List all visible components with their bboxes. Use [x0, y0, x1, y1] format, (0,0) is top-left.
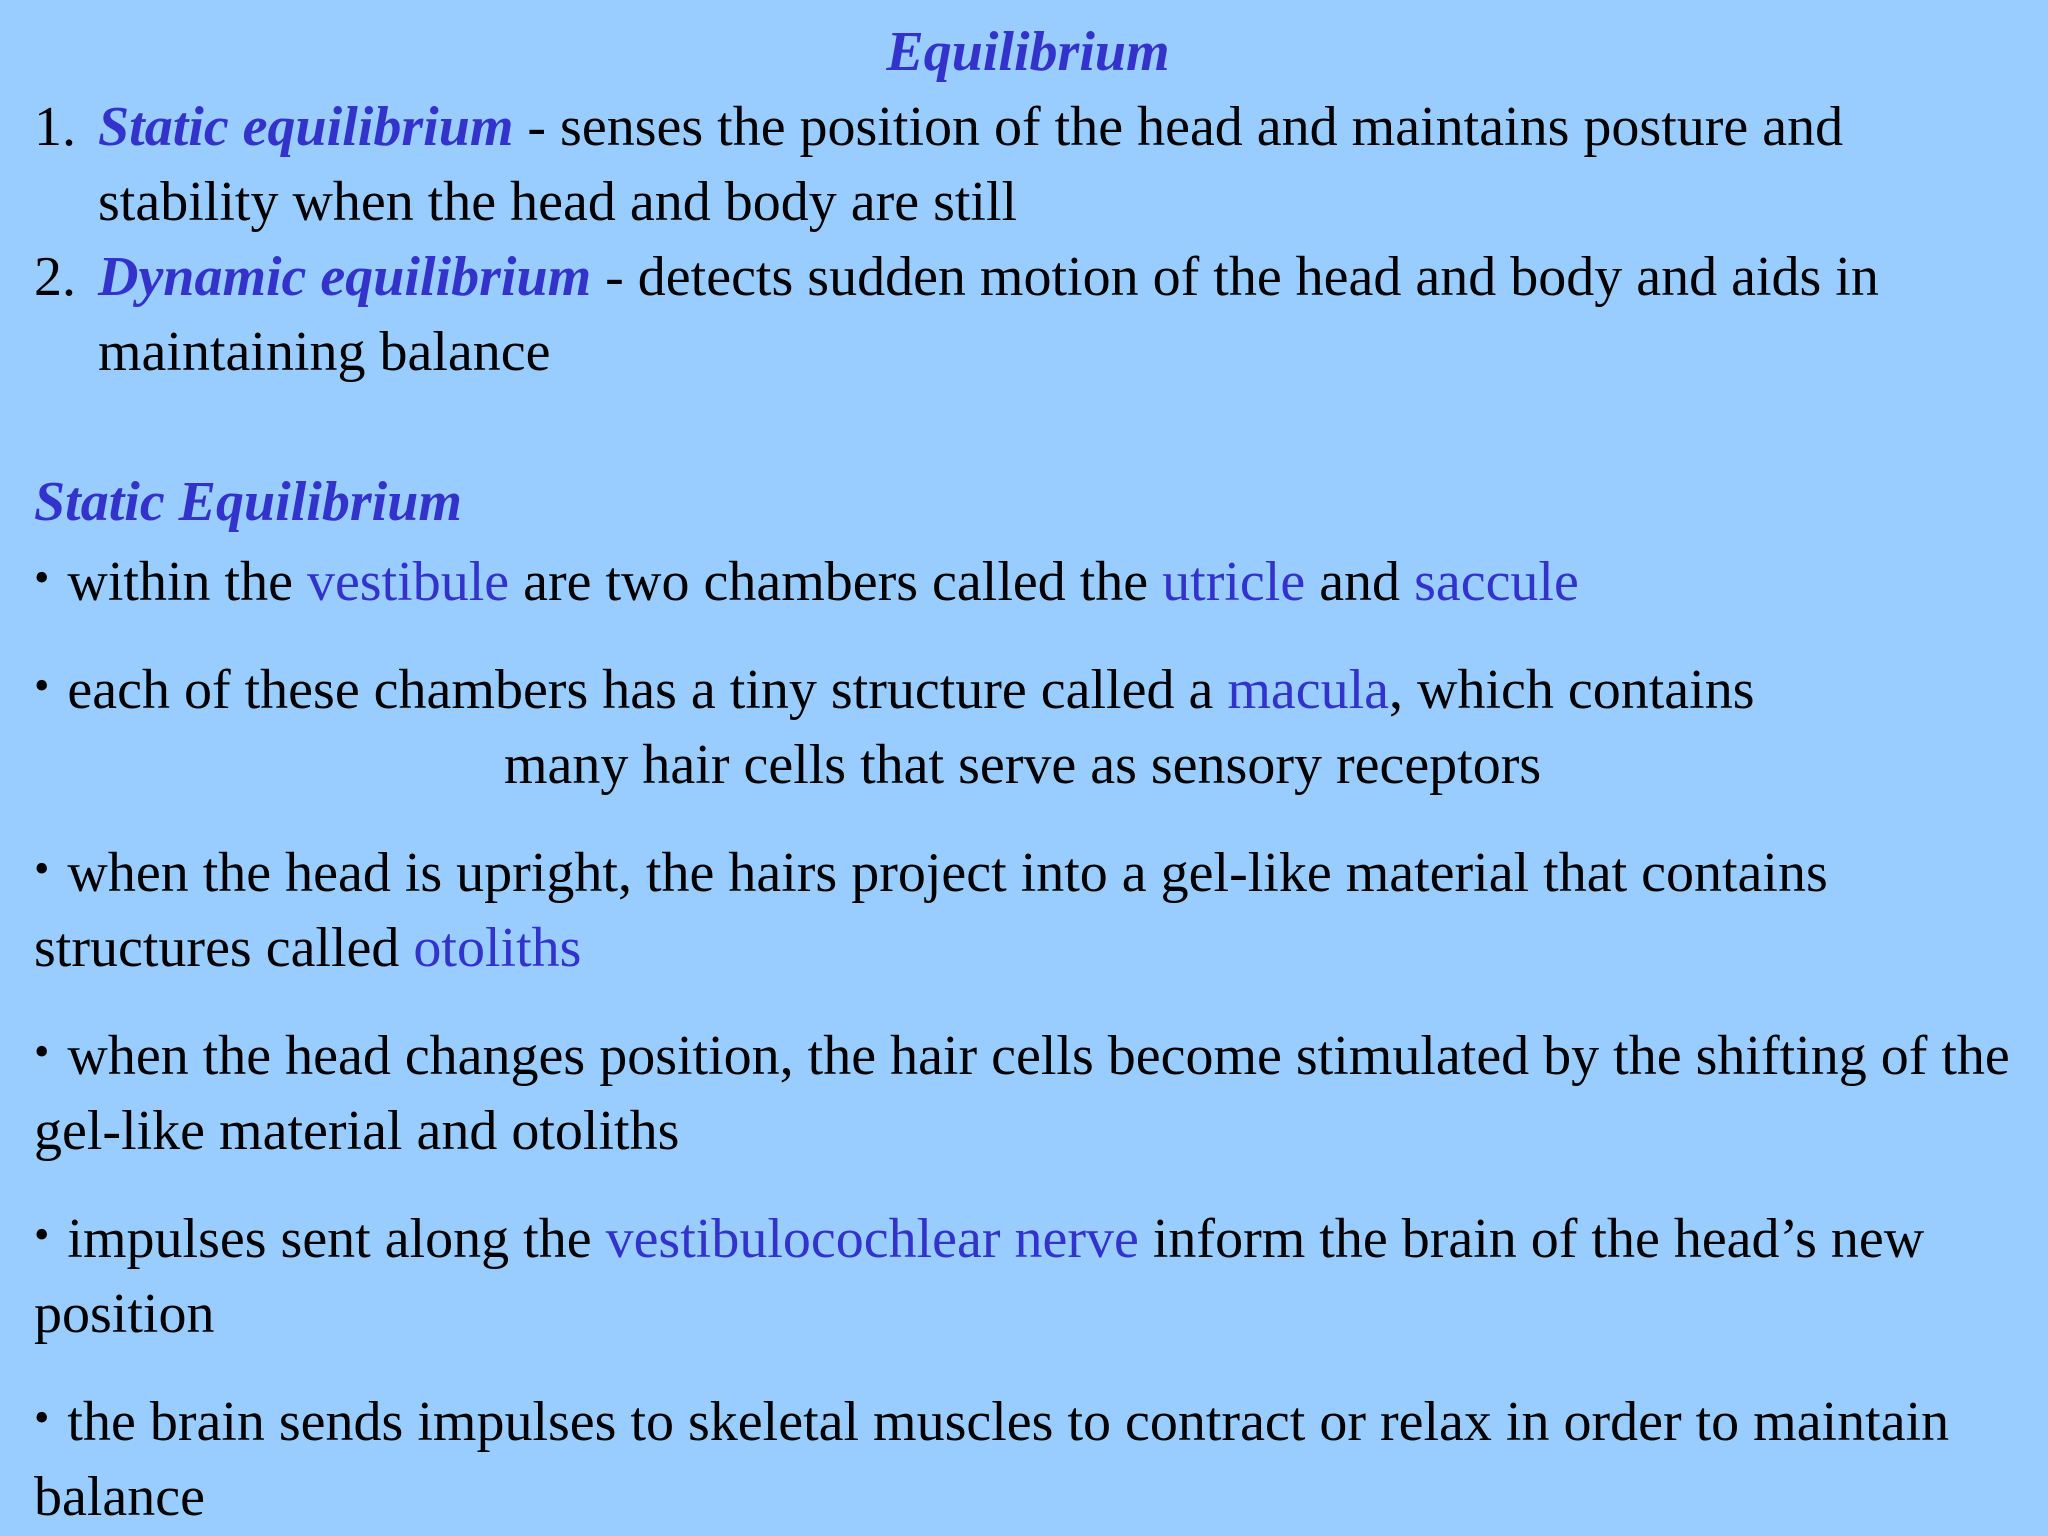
equilibrium-types-list: [34, 90, 2014, 390]
bullet-item: [34, 1380, 2014, 1535]
bullet-text: the brain sends impulses to skeletal muscles to contract or relax in order to maintain balance: [34, 1391, 1950, 1528]
bullet-text: when the head is upright, the hairs project into a gel-like material that contains structures called: [34, 842, 1828, 979]
slide-title: Equilibrium: [886, 21, 1170, 83]
bullet-text: , which contains: [1389, 659, 1755, 721]
static-equilibrium-bullets: [34, 540, 2014, 1535]
bullet-item: [34, 1197, 2014, 1352]
bullet-text: impulses sent along the: [53, 1208, 606, 1270]
item-number: 1.: [34, 96, 76, 158]
term-dynamic-equilibrium: Dynamic equilibrium: [98, 246, 592, 308]
list-item: [34, 90, 2014, 240]
bullet-icon: •: [34, 553, 50, 602]
term-static-equilibrium: Static equilibrium: [98, 96, 514, 158]
list-item: [34, 240, 2014, 390]
bullet-text: are two chambers called the: [509, 551, 1163, 613]
highlight-vestibulocochlear-nerve: vestibulocochlear nerve: [605, 1208, 1139, 1270]
item-number: 2.: [34, 246, 76, 308]
bullet-text: within the: [53, 551, 307, 613]
term-description: - detects sudden motion of the head and body and aids in maintaining balance: [98, 246, 1879, 383]
bullet-item: [34, 648, 2014, 803]
bullet-icon: •: [34, 661, 50, 710]
bullet-text-continued: many hair cells that serve as sensory receptors: [504, 734, 1542, 796]
bullet-text: inform the brain of the head’s new position: [34, 1208, 1925, 1345]
bullet-icon: •: [34, 844, 50, 893]
bullet-item: [34, 540, 2014, 620]
highlight-utricle: utricle: [1162, 551, 1306, 613]
highlight-macula: macula: [1227, 659, 1390, 721]
bullet-text: each of these chambers has a tiny structure called a: [53, 659, 1228, 721]
bullet-text: and: [1305, 551, 1415, 613]
highlight-saccule: saccule: [1414, 551, 1579, 613]
bullet-icon: •: [34, 1210, 50, 1259]
bullet-text: when the head changes position, the hair cells become stimulated by the shifting of the gel-like material and otoliths: [34, 1025, 2010, 1162]
bullet-icon: •: [34, 1393, 50, 1442]
bullet-icon: •: [34, 1027, 50, 1076]
bullet-item: [34, 1014, 2014, 1169]
term-description: - senses the position of the head and maintains posture and stability when the head and body are still: [98, 96, 1844, 233]
bullet-item: [34, 831, 2014, 986]
highlight-vestibule: vestibule: [306, 551, 510, 613]
highlight-otoliths: otoliths: [413, 917, 582, 979]
section-title: Static Equilibrium: [34, 471, 462, 533]
